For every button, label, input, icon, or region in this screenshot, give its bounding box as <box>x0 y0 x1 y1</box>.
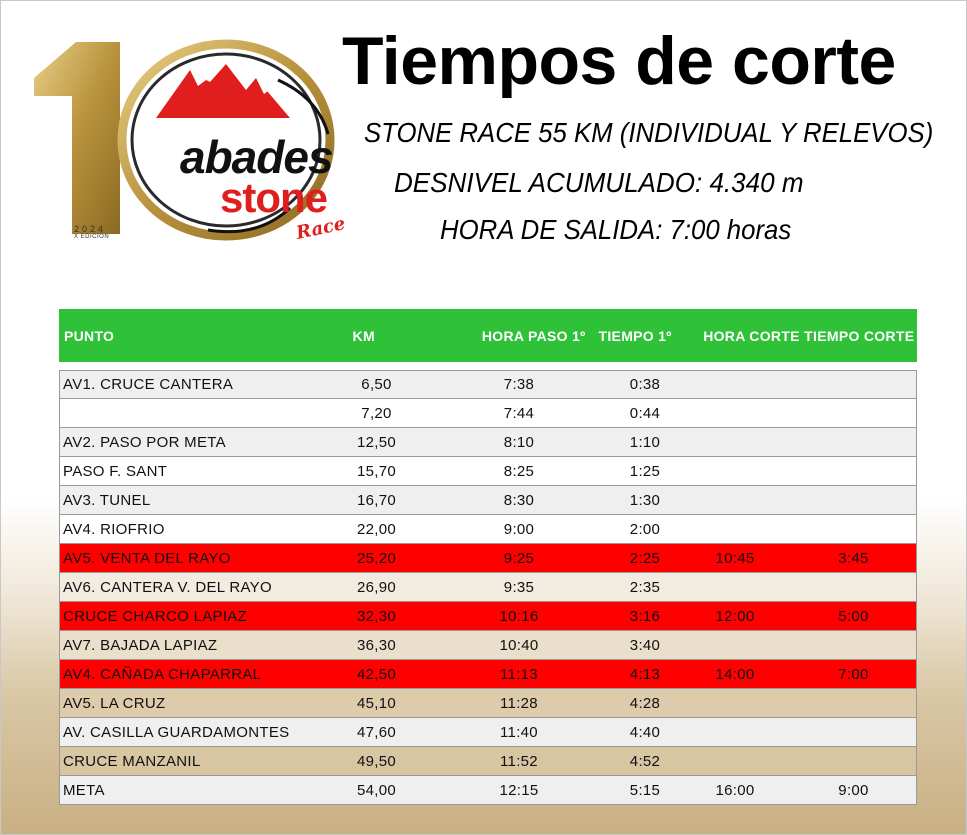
column-header-hora-paso: HORA PASO 1º <box>481 327 586 344</box>
table-row <box>59 718 917 747</box>
cell-km: 49,50 <box>356 752 397 770</box>
cell-km: 6,50 <box>361 376 392 393</box>
table-row <box>59 631 917 660</box>
column-header-km: KM <box>352 327 375 344</box>
cell-tiempo: 1:25 <box>629 462 661 480</box>
logo-year: 2024 <box>74 224 107 234</box>
cell-tiempo-corte: 3:45 <box>838 549 869 567</box>
cell-km: 42,50 <box>356 665 397 683</box>
logo-word-stone: stone <box>220 174 328 221</box>
cell-tiempo: 3:16 <box>629 607 661 625</box>
page-title: Tiempos de corte <box>342 23 896 99</box>
cell-punto: CRUCE MANZANIL <box>63 752 201 770</box>
cell-hora-paso: 7:44 <box>503 404 535 422</box>
cell-tiempo: 3:40 <box>629 636 661 654</box>
cell-km: 16,70 <box>356 491 397 509</box>
column-header-punto: PUNTO <box>64 327 115 344</box>
table-row <box>59 573 917 602</box>
cell-hora-paso: 9:25 <box>503 549 535 567</box>
logo-edition: X EDICIÓN <box>74 234 110 240</box>
cell-tiempo-corte: 9:00 <box>838 781 869 799</box>
logo-word-race: Race <box>294 213 348 244</box>
cell-punto: AV6. CANTERA V. DEL RAYO <box>63 578 272 596</box>
cell-km: 32,30 <box>356 607 397 625</box>
cell-punto: AV3. TUNEL <box>63 491 151 509</box>
cell-punto: PASO F. SANT <box>63 462 168 480</box>
table-header <box>59 309 917 362</box>
column-header-tiempo: TIEMPO 1º <box>598 327 672 344</box>
cell-punto: AV4. CAÑADA CHAPARRAL <box>63 665 262 683</box>
event-logo <box>28 38 348 248</box>
table-row <box>59 457 917 486</box>
cell-hora-paso: 11:40 <box>500 723 538 741</box>
cell-punto: AV5. LA CRUZ <box>63 694 166 712</box>
cell-punto: AV7. BAJADA LAPIAZ <box>63 636 218 654</box>
cell-punto: AV4. RIOFRIO <box>63 520 165 538</box>
cell-tiempo: 0:38 <box>629 376 661 393</box>
cell-hora-paso: 8:25 <box>503 462 535 480</box>
cell-hora-corte: 12:00 <box>715 607 755 625</box>
cell-punto: AV1. CRUCE CANTERA <box>63 376 234 393</box>
cell-tiempo: 4:28 <box>629 694 661 712</box>
race-subtitle: STONE RACE 55 KM (INDIVIDUAL Y RELEVOS) <box>364 117 934 148</box>
cell-hora-corte: 16:00 <box>715 781 755 799</box>
table-row <box>59 689 917 718</box>
cell-hora-paso: 8:10 <box>503 433 535 451</box>
cell-punto: AV2. PASO POR META <box>63 433 226 451</box>
cell-tiempo: 4:13 <box>629 665 661 683</box>
cell-tiempo-corte: 7:00 <box>838 665 869 683</box>
elevation-subtitle: DESNIVEL ACUMULADO: 4.340 m <box>394 167 804 198</box>
cell-km: 15,70 <box>356 462 397 480</box>
cell-hora-paso: 9:35 <box>503 578 535 596</box>
cell-km: 47,60 <box>356 723 397 741</box>
cell-hora-corte: 14:00 <box>715 665 755 683</box>
table-row-cutoff <box>59 544 917 573</box>
cell-hora-paso: 12:15 <box>499 781 539 799</box>
cell-tiempo: 0:44 <box>629 404 661 422</box>
table-row <box>59 747 917 776</box>
cell-hora-paso: 11:13 <box>500 665 538 683</box>
column-header-tiempo-corte: TIEMPO CORTE <box>804 327 915 344</box>
table-row <box>59 428 917 457</box>
cell-punto: AV. CASILLA GUARDAMONTES <box>63 723 290 741</box>
cell-tiempo: 4:52 <box>629 752 661 770</box>
cell-km: 7,20 <box>361 404 392 422</box>
cell-tiempo: 4:40 <box>629 723 661 741</box>
cell-hora-paso: 7:38 <box>503 376 535 393</box>
table-row-cutoff <box>59 602 917 631</box>
cell-km: 12,50 <box>356 433 397 451</box>
cell-km: 36,30 <box>356 636 397 654</box>
table-row <box>59 776 917 805</box>
logo-word-abades: abades <box>180 131 333 183</box>
cell-km: 25,20 <box>356 549 397 567</box>
cell-km: 26,90 <box>356 578 397 596</box>
cell-hora-corte: 10:45 <box>715 549 755 567</box>
start-time-subtitle: HORA DE SALIDA: 7:00 horas <box>440 214 792 245</box>
cell-punto: META <box>63 781 105 799</box>
cell-tiempo-corte: 5:00 <box>838 607 869 625</box>
table-row <box>59 515 917 544</box>
cell-hora-paso: 10:40 <box>499 636 539 654</box>
table-row-cutoff <box>59 660 917 689</box>
table-row <box>59 370 917 399</box>
column-header-hora-corte: HORA CORTE <box>703 327 800 344</box>
cell-tiempo: 1:10 <box>629 433 661 451</box>
cell-tiempo: 2:35 <box>629 578 661 596</box>
cell-hora-paso: 11:28 <box>500 694 538 712</box>
cell-km: 45,10 <box>356 694 397 712</box>
cell-km: 22,00 <box>356 520 397 538</box>
cell-punto: AV5. VENTA DEL RAYO <box>63 549 231 567</box>
cell-tiempo: 1:30 <box>629 491 661 509</box>
cell-tiempo: 5:15 <box>629 781 661 799</box>
cell-tiempo: 2:00 <box>629 520 661 538</box>
cutoff-table <box>59 309 917 805</box>
table-body <box>59 370 917 805</box>
table-row <box>59 486 917 515</box>
cell-hora-paso: 10:16 <box>499 607 539 625</box>
cell-hora-paso: 11:52 <box>500 752 538 770</box>
cell-km: 54,00 <box>356 781 397 799</box>
logo-numeral-one <box>34 42 120 234</box>
cell-hora-paso: 9:00 <box>503 520 535 538</box>
table-row <box>59 399 917 428</box>
cell-tiempo: 2:25 <box>629 549 661 567</box>
cell-punto: CRUCE CHARCO LAPIAZ <box>63 607 248 625</box>
cell-hora-paso: 8:30 <box>503 491 535 509</box>
